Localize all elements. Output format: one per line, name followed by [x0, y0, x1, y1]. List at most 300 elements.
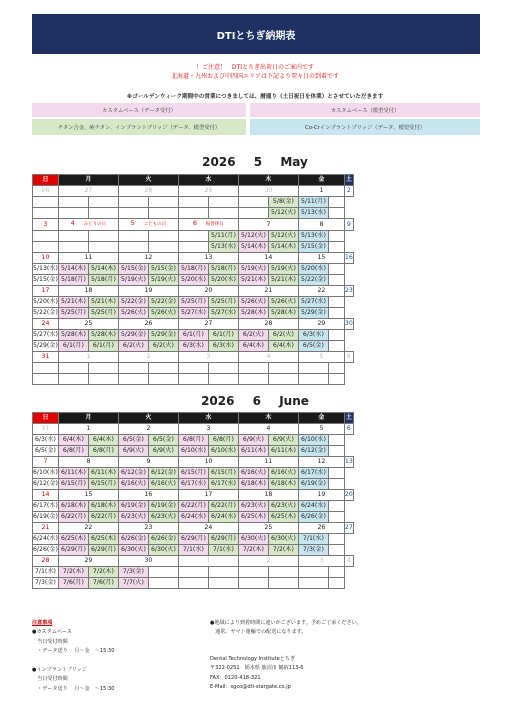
delivery-date [328, 264, 344, 275]
delivery-date: 5/11(月) [208, 231, 238, 242]
delivery-date: 5/18(月) [178, 264, 208, 275]
day-number: 4 [344, 556, 353, 567]
day-number: 29 [58, 556, 118, 567]
delivery-date [328, 545, 344, 556]
delivery-date: 5/8(金) [268, 197, 298, 208]
day-number: 25 [58, 319, 118, 330]
delivery-date [58, 363, 88, 374]
day-number: 18 [58, 286, 118, 297]
delivery-date: 6/4(木) [58, 435, 88, 446]
day-number: 1 [58, 424, 118, 435]
delivery-date [208, 567, 238, 578]
june-calendar [32, 412, 354, 589]
day-number: 15 [58, 490, 118, 501]
delivery-date: 6/23(火) [148, 512, 178, 523]
delivery-date [268, 578, 298, 589]
may-month-title [0, 155, 510, 169]
day-number: 18 [238, 490, 298, 501]
delivery-date: 5/11(月) [298, 197, 328, 208]
delivery-date: 6/15(月) [208, 468, 238, 479]
delivery-date: 5/19(火) [238, 264, 268, 275]
weekday-header: 水 [178, 413, 238, 424]
delivery-date: 6/23(火) [118, 512, 148, 523]
delivery-date: 6/2(火) [268, 330, 298, 341]
delivery-date [328, 501, 344, 512]
delivery-date: 5/12(火) [268, 208, 298, 219]
day-number: 12 [118, 253, 178, 264]
delivery-date: 5/12(火) [238, 231, 268, 242]
delivery-date [328, 231, 344, 242]
delivery-date: 5/27(水) [178, 308, 208, 319]
delivery-date [148, 231, 178, 242]
delivery-date: 6/11(木) [88, 468, 118, 479]
day-number: 17 [178, 490, 238, 501]
delivery-date: 5/20(水) [208, 275, 238, 286]
delivery-date [298, 567, 328, 578]
delivery-date: 6/30(火) [148, 545, 178, 556]
delivery-date: 5/26(火) [148, 308, 178, 319]
delivery-date: 6/8(月) [178, 435, 208, 446]
delivery-date: 6/16(火) [268, 468, 298, 479]
delivery-date: 6/25(木) [238, 512, 268, 523]
delivery-date [328, 512, 344, 523]
delivery-date [88, 231, 118, 242]
delivery-date [58, 231, 88, 242]
delivery-date: 5/13(水) [33, 264, 59, 275]
delivery-date: 6/17(水) [208, 479, 238, 490]
delivery-date: 5/15(金) [33, 275, 59, 286]
day-number: 22 [58, 523, 118, 534]
delivery-date [208, 197, 238, 208]
delivery-date: 5/26(火) [268, 297, 298, 308]
delivery-row [33, 567, 354, 578]
may-year: 2026 [202, 155, 236, 169]
delivery-date [148, 374, 178, 385]
delivery-date: 7/1(水) [298, 534, 328, 545]
day-number: 5 こどもの日 [118, 219, 178, 231]
delivery-date: 5/14(木) [268, 242, 298, 253]
delivery-date: 5/15(金) [118, 264, 148, 275]
footer-contact: Dental Technology Instituteとちぎ 〒322-0251 栃木県 鹿沼市 鶴宿113-6 FAX：0120-418-321 E-Mail：sgco@dti-stargate.co.jp [210, 656, 304, 691]
week-date-row [33, 424, 354, 435]
weekday-header: 月 [58, 413, 118, 424]
day-number: 28 [33, 556, 59, 567]
delivery-date: 6/29(月) [88, 545, 118, 556]
delivery-date: 7/2(木) [268, 545, 298, 556]
delivery-date: 6/26(金) [148, 534, 178, 545]
delivery-row [33, 231, 354, 242]
day-number: 4 [238, 424, 298, 435]
delivery-date: 6/16(火) [238, 468, 268, 479]
delivery-date: 6/8(月) [208, 435, 238, 446]
day-number: 27 [58, 186, 118, 197]
delivery-date: 6/22(月) [178, 501, 208, 512]
delivery-row [33, 534, 354, 545]
delivery-date: 6/19(金) [33, 512, 59, 523]
delivery-date: 5/26(火) [118, 308, 148, 319]
delivery-date [33, 242, 59, 253]
delivery-date [328, 374, 344, 385]
day-number: 16 [118, 490, 178, 501]
weekday-header: 土 [344, 413, 353, 424]
delivery-row [33, 197, 354, 208]
delivery-date [328, 435, 344, 446]
day-number: 24 [33, 319, 59, 330]
delivery-date: 6/26(金) [118, 534, 148, 545]
june-year: 2026 [201, 394, 235, 408]
day-number: 27 [178, 319, 238, 330]
delivery-date: 5/19(火) [148, 275, 178, 286]
delivery-date: 6/9(火) [118, 446, 148, 457]
day-number: 4 [238, 352, 298, 363]
delivery-date: 6/15(月) [58, 479, 88, 490]
delivery-date [238, 567, 268, 578]
delivery-date: 6/16(火) [118, 479, 148, 490]
delivery-date: 5/20(水) [178, 275, 208, 286]
weekday-header: 月 [58, 175, 118, 186]
delivery-date: 6/9(火) [238, 435, 268, 446]
delivery-date: 7/3(金) [298, 545, 328, 556]
delivery-date: 6/25(木) [58, 534, 88, 545]
delivery-date: 7/2(木) [88, 567, 118, 578]
delivery-date: 6/5(金) [298, 341, 328, 352]
delivery-date: 6/1(月) [178, 330, 208, 341]
day-number: 3 [298, 556, 344, 567]
june-month-name: June [279, 394, 309, 408]
delivery-date [58, 197, 88, 208]
week-date-row [33, 186, 354, 197]
delivery-date: 6/1(月) [58, 341, 88, 352]
delivery-date: 5/13(水) [208, 242, 238, 253]
day-number: 13 [178, 253, 238, 264]
delivery-date: 5/14(木) [88, 264, 118, 275]
day-number: 16 [344, 253, 353, 264]
delivery-date: 6/22(月) [88, 512, 118, 523]
delivery-row [33, 545, 354, 556]
delivery-date [178, 231, 208, 242]
delivery-date [208, 578, 238, 589]
delivery-row [33, 297, 354, 308]
delivery-date: 6/15(月) [88, 479, 118, 490]
delivery-date [88, 242, 118, 253]
day-number: 9 [118, 457, 178, 468]
weekday-header: 木 [238, 413, 298, 424]
delivery-date: 6/19(金) [118, 501, 148, 512]
delivery-date [178, 567, 208, 578]
delivery-date [328, 479, 344, 490]
day-number: 14 [33, 490, 59, 501]
june-month-number: 6 [252, 394, 262, 408]
delivery-date [33, 208, 59, 219]
delivery-date: 5/29(金) [148, 330, 178, 341]
delivery-date: 6/3(水) [208, 341, 238, 352]
delivery-date: 6/19(金) [298, 479, 328, 490]
page-title: DTIとちぎ納期表 [32, 14, 480, 54]
delivery-date: 6/26(金) [298, 512, 328, 523]
delivery-date [328, 363, 344, 374]
delivery-row [33, 330, 354, 341]
delivery-date: 6/17(水) [298, 468, 328, 479]
delivery-date [328, 197, 344, 208]
delivery-date: 7/6(月) [58, 578, 88, 589]
delivery-date: 6/3(水) [298, 330, 328, 341]
delivery-date: 5/22(金) [33, 308, 59, 319]
delivery-date: 6/24(水) [298, 501, 328, 512]
delivery-date [208, 208, 238, 219]
day-number: 30 [118, 556, 178, 567]
delivery-date [33, 231, 59, 242]
delivery-date: 5/14(木) [238, 242, 268, 253]
day-number: 19 [298, 490, 344, 501]
delivery-row [33, 264, 354, 275]
day-number: 2 [118, 424, 178, 435]
delivery-date: 7/6(月) [88, 578, 118, 589]
day-number: 23 [118, 523, 178, 534]
delivery-date [328, 567, 344, 578]
legend-cocr: Co-Crインプラントブリッジ（データ、模型受付） [250, 119, 480, 135]
delivery-date [238, 197, 268, 208]
delivery-date: 6/19(金) [148, 501, 178, 512]
week-date-row [33, 352, 354, 363]
delivery-date [328, 208, 344, 219]
delivery-date: 5/18(月) [58, 275, 88, 286]
delivery-date: 6/17(水) [178, 479, 208, 490]
delivery-date: 5/29(金) [118, 330, 148, 341]
day-number: 7 [238, 219, 298, 231]
delivery-date [178, 363, 208, 374]
delivery-date [238, 363, 268, 374]
day-number: 8 [298, 219, 344, 231]
day-number: 22 [298, 286, 344, 297]
day-number: 2 [238, 556, 298, 567]
day-number: 10 [33, 253, 59, 264]
day-number: 3 [178, 424, 238, 435]
delivery-date: 6/10(水) [178, 446, 208, 457]
delivery-row [33, 374, 354, 385]
weekday-header: 火 [118, 413, 178, 424]
day-number: 13 [344, 457, 353, 468]
delivery-date: 6/25(木) [88, 534, 118, 545]
day-number: 17 [33, 286, 59, 297]
day-number: 10 [178, 457, 238, 468]
delivery-date: 5/20(水) [33, 297, 59, 308]
day-number: 5 [298, 424, 344, 435]
delivery-date: 5/28(木) [88, 330, 118, 341]
weekday-header: 金 [298, 175, 344, 186]
delivery-date: 5/25(月) [88, 308, 118, 319]
delivery-date [58, 374, 88, 385]
delivery-date: 6/29(月) [178, 534, 208, 545]
may-calendar [32, 174, 354, 385]
delivery-date [328, 446, 344, 457]
delivery-date [328, 297, 344, 308]
delivery-date: 6/11(木) [58, 468, 88, 479]
delivery-date: 6/1(月) [208, 330, 238, 341]
delivery-date: 5/27(水) [208, 308, 238, 319]
delivery-date [178, 578, 208, 589]
weekday-header: 水 [178, 175, 238, 186]
day-number: 3 [178, 352, 238, 363]
weekday-header: 火 [118, 175, 178, 186]
delivery-row [33, 341, 354, 352]
delivery-date: 6/4(木) [268, 341, 298, 352]
day-number: 20 [178, 286, 238, 297]
delivery-date: 5/19(火) [268, 264, 298, 275]
delivery-date: 7/1(水) [208, 545, 238, 556]
footer-notes-title: 注意事項 [32, 620, 53, 626]
delivery-date [328, 468, 344, 479]
delivery-date: 5/25(月) [208, 297, 238, 308]
delivery-date: 6/5(金) [148, 435, 178, 446]
delivery-date: 7/1(水) [33, 567, 59, 578]
week-date-row [33, 319, 354, 330]
day-number: 9 [344, 219, 353, 231]
delivery-date: 5/21(木) [238, 275, 268, 286]
delivery-date: 5/27(水) [298, 297, 328, 308]
delivery-date: 5/25(月) [58, 308, 88, 319]
delivery-date [328, 341, 344, 352]
delivery-date [328, 275, 344, 286]
delivery-date: 5/29(金) [298, 308, 328, 319]
delivery-date [328, 242, 344, 253]
delivery-row [33, 479, 354, 490]
day-number: 31 [33, 352, 59, 363]
day-number: 28 [238, 319, 298, 330]
week-date-row [33, 219, 354, 231]
delivery-date [208, 374, 238, 385]
delivery-date [178, 242, 208, 253]
day-number: 1 [58, 352, 118, 363]
delivery-date: 6/23(火) [238, 501, 268, 512]
delivery-date [238, 578, 268, 589]
delivery-date: 5/26(火) [238, 297, 268, 308]
week-date-row [33, 253, 354, 264]
delivery-date: 6/12(金) [33, 479, 59, 490]
delivery-date: 6/22(月) [208, 501, 238, 512]
delivery-date: 6/12(金) [118, 468, 148, 479]
delivery-date [88, 208, 118, 219]
delivery-date [328, 578, 344, 589]
delivery-date: 5/20(水) [298, 264, 328, 275]
delivery-date: 5/28(木) [238, 308, 268, 319]
delivery-date: 6/18(木) [238, 479, 268, 490]
delivery-date: 6/16(火) [148, 479, 178, 490]
delivery-row [33, 363, 354, 374]
week-date-row [33, 286, 354, 297]
delivery-date: 5/28(木) [268, 308, 298, 319]
day-number: 21 [33, 523, 59, 534]
week-date-row [33, 556, 354, 567]
day-number: 23 [344, 286, 353, 297]
delivery-date: 6/15(月) [178, 468, 208, 479]
delivery-date [178, 374, 208, 385]
day-number: 29 [178, 186, 238, 197]
delivery-row [33, 242, 354, 253]
delivery-row [33, 578, 354, 589]
delivery-date: 7/3(金) [33, 578, 59, 589]
day-number: 8 [58, 457, 118, 468]
delivery-date: 5/27(水) [33, 330, 59, 341]
delivery-date [33, 197, 59, 208]
delivery-date: 5/12(火) [268, 231, 298, 242]
day-number: 14 [238, 253, 298, 264]
weekday-header: 日 [33, 175, 59, 186]
delivery-date: 5/29(金) [33, 341, 59, 352]
delivery-date: 6/12(金) [148, 468, 178, 479]
delivery-date [58, 208, 88, 219]
delivery-date [148, 363, 178, 374]
delivery-date: 5/25(月) [178, 297, 208, 308]
week-date-row [33, 490, 354, 501]
delivery-date [33, 374, 59, 385]
holiday-label: みどりの日 [74, 222, 107, 227]
day-number: 7 [33, 457, 59, 468]
delivery-date [178, 197, 208, 208]
delivery-date: 6/24(水) [33, 534, 59, 545]
day-number: 25 [238, 523, 298, 534]
day-number: 26 [33, 186, 59, 197]
delivery-date [268, 567, 298, 578]
delivery-date [118, 197, 148, 208]
delivery-date [58, 242, 88, 253]
delivery-date [268, 374, 298, 385]
delivery-date: 5/15(金) [298, 242, 328, 253]
delivery-row [33, 275, 354, 286]
delivery-date [298, 374, 328, 385]
may-month-number: 5 [253, 155, 263, 169]
day-number: 29 [298, 319, 344, 330]
delivery-date [88, 374, 118, 385]
delivery-date [328, 308, 344, 319]
delivery-date [148, 578, 178, 589]
day-number: 15 [298, 253, 344, 264]
day-number: 27 [344, 523, 353, 534]
delivery-date: 6/4(木) [238, 341, 268, 352]
delivery-date: 6/25(木) [268, 512, 298, 523]
day-number: 28 [118, 186, 178, 197]
delivery-date: 6/10(水) [208, 446, 238, 457]
delivery-date: 6/18(木) [58, 501, 88, 512]
june-month-title [0, 394, 510, 408]
delivery-date: 6/2(火) [148, 341, 178, 352]
delivery-date: 6/4(木) [88, 435, 118, 446]
delivery-date: 6/22(月) [58, 512, 88, 523]
delivery-date [148, 567, 178, 578]
legend-titanium: チタン合金、純チタン、インプラントブリッジ（データ、模型受付） [32, 119, 246, 135]
delivery-date: 6/30(火) [238, 534, 268, 545]
holiday-label: こどもの日 [134, 222, 167, 227]
week-date-row [33, 457, 354, 468]
delivery-date: 6/9(火) [148, 446, 178, 457]
delivery-date [88, 363, 118, 374]
delivery-date: 6/18(木) [88, 501, 118, 512]
delivery-date: 6/12(金) [298, 446, 328, 457]
delivery-date: 7/2(木) [238, 545, 268, 556]
delivery-row [33, 446, 354, 457]
delivery-date: 6/3(水) [33, 435, 59, 446]
may-month-name: May [280, 155, 308, 169]
gw-notice: ※ゴールデンウィーク期間中の営業につきましては、暦通り（土日祝日を休業）とさせていただきます [126, 94, 384, 100]
delivery-date: 5/22(金) [298, 275, 328, 286]
footer-notes-body: ●カスタムベース 当日受付時間 ・データ送り 月～金 ～15:30 ●インプラントブリッジ 当日受付時間 ・データ送り 月～金 ～15:30 [32, 629, 115, 692]
day-number: 11 [58, 253, 118, 264]
delivery-date [268, 363, 298, 374]
delivery-date: 5/13(水) [298, 231, 328, 242]
delivery-row [33, 435, 354, 446]
delivery-date: 6/24(水) [178, 512, 208, 523]
delivery-date [238, 374, 268, 385]
delivery-row [33, 308, 354, 319]
